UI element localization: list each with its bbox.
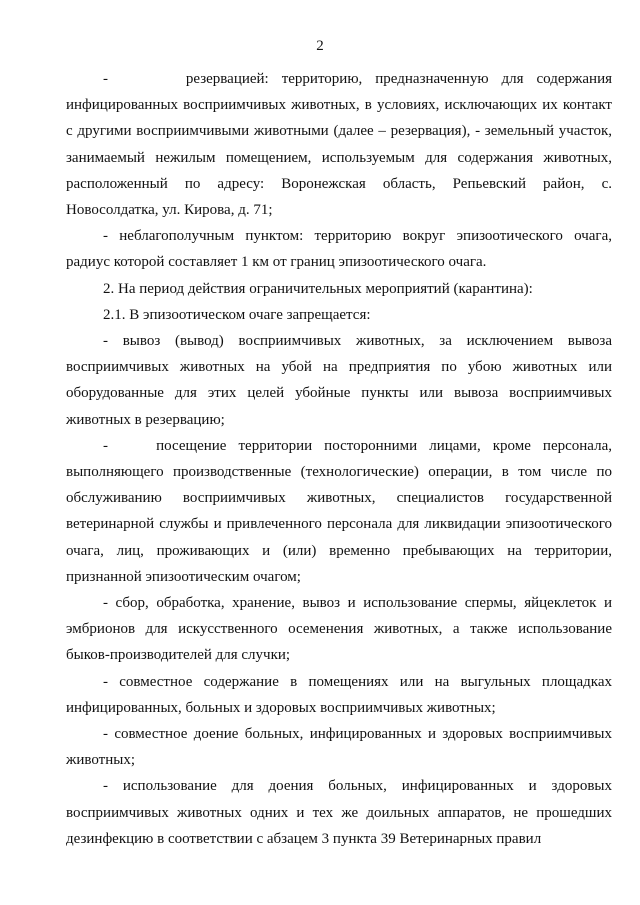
paragraph-joint-milking: - совместное доение больных, инфицированных и здоровых восприимчивых животных; (66, 726, 612, 769)
paragraph-milking-machines: - использование для доения больных, инфицированных и здоровых восприимчивых животных одних и тех же доильных аппаратов, не прошедших дезинфекцию в соответствии с абзацем 3 пункта 39 Ветеринарных правил (66, 778, 612, 847)
paragraph-sperm-embryos: - сбор, обработка, хранение, вывоз и использование спермы, яйцеклеток и эмбрионов для искусственного осеменения животных, а также использование быков-производителей для случки; (66, 595, 612, 664)
paragraph-prohibitions-heading: 2.1. В эпизоотическом очаге запрещается: (103, 306, 371, 323)
document-body (66, 66, 612, 852)
paragraph-visits: - посещение территории посторонними лицами, кроме персонала, выполняющего производственные (технологические) операции, в том числе по обслуживанию восприимчивых животных, специалистов государственной ветеринарной службы и привлеченного персонала для ликвидации эпизоотического очага, лиц, проживающих и (или) временно пребывающих на территории, признанной эпизоотическим очагом; (66, 437, 612, 585)
paragraph-quarantine-period: 2. На период действия ограничительных мероприятий (карантина): (103, 280, 533, 297)
page-number: 2 (316, 38, 324, 54)
paragraph-unfavorable-point: - неблагополучным пунктом: территорию вокруг эпизоотического очага, радиус которой составляет 1 км от границ эпизоотического очага. (66, 228, 612, 271)
paragraph-joint-keeping: - совместное содержание в помещениях или на выгульных площадках инфицированных, больных и здоровых восприимчивых животных; (66, 673, 612, 716)
paragraph-reservation: - резервацией: территорию, предназначенную для содержания инфицированных восприимчивых животных, в условиях, исключающих их контакт с другими восприимчивыми животными (далее – резервация), - земельный участок, занимаемый нежилым помещением, используемым для содержания животных, расположенный по адресу: Воронежская область, Репьевский район, с. Новосолдатка, ул. Кирова, д. 71; (66, 71, 612, 219)
paragraph-animal-removal: - вывоз (вывод) восприимчивых животных, за исключением вывоза восприимчивых животных на убой на предприятия по убою животных или оборудованные для этих целей убойные пункты или вывоза восприимчивых животных в резервацию; (66, 333, 612, 428)
